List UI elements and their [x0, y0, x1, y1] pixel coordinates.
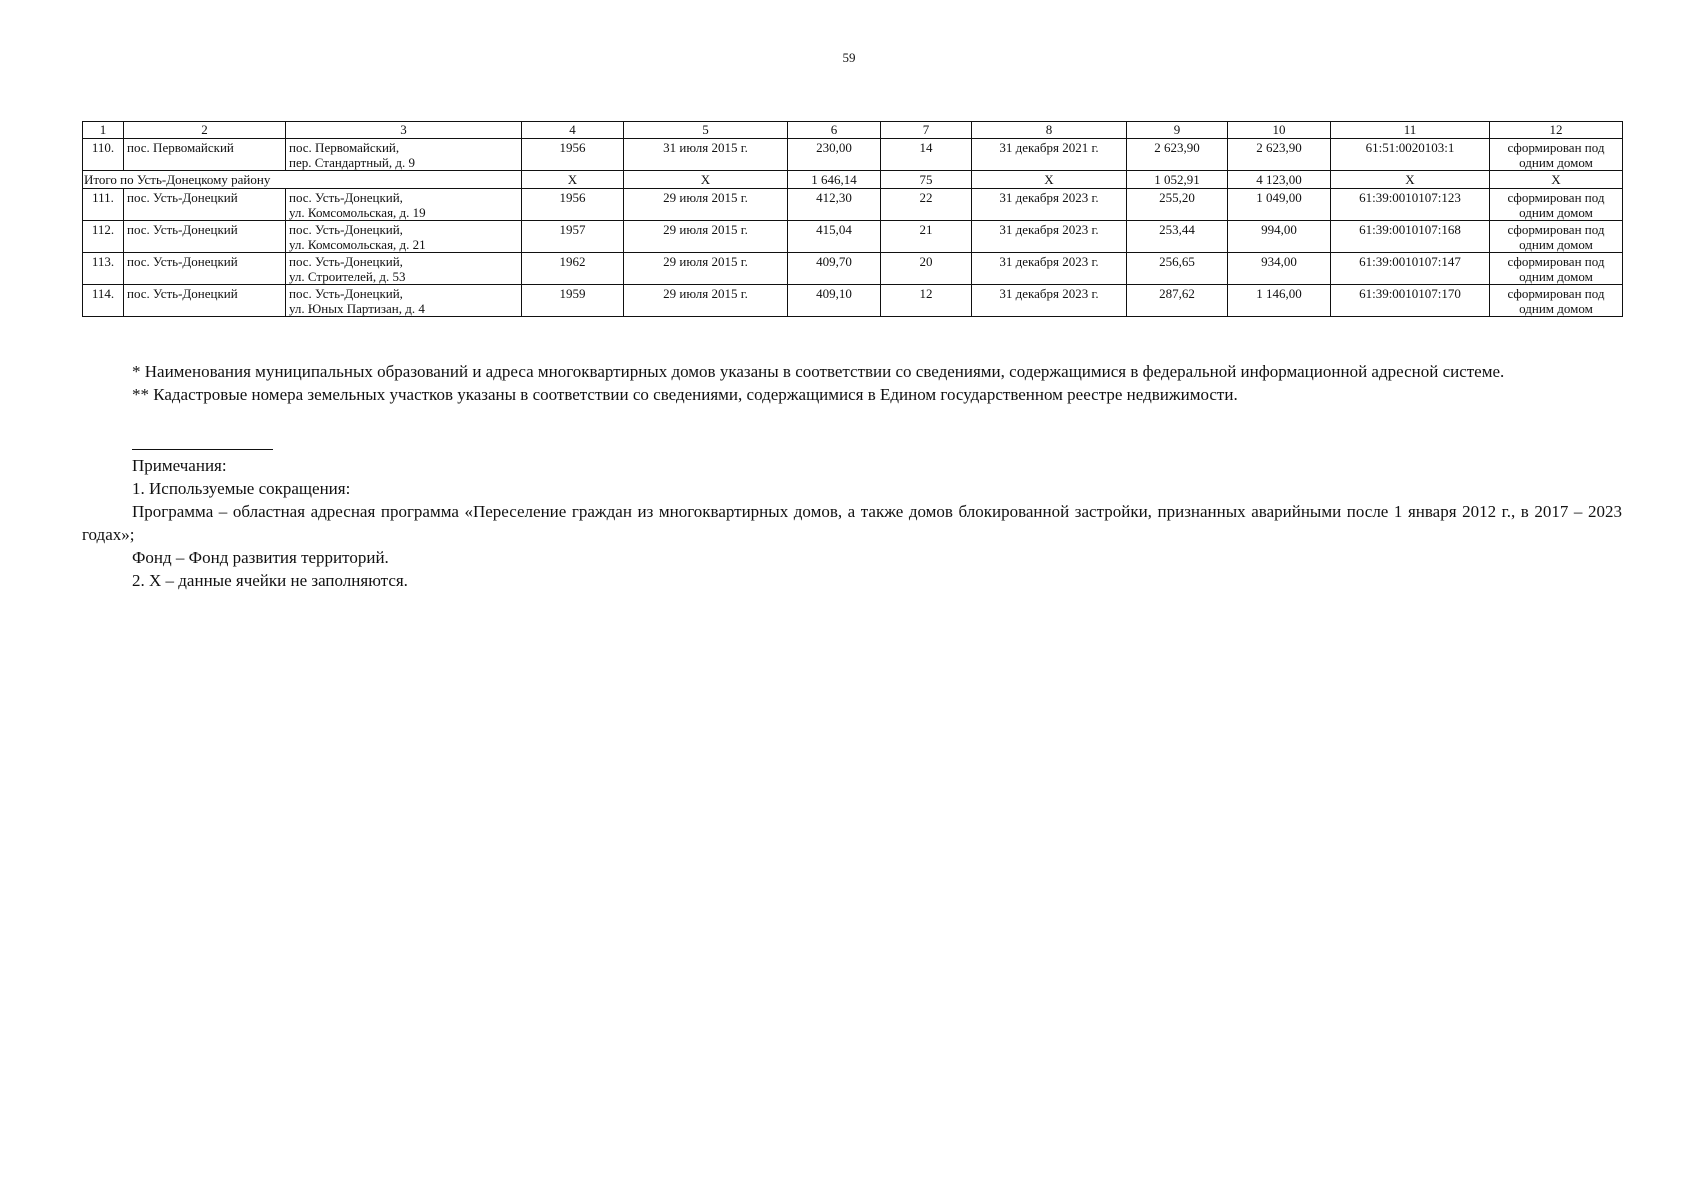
- notes-divider: [132, 449, 273, 450]
- table-row: [83, 139, 1623, 171]
- cadastral-number: 61:39:0010107:170: [1331, 285, 1490, 317]
- land-status: [1490, 285, 1623, 317]
- footnotes: [82, 360, 1622, 406]
- area3: 2 623,90: [1228, 139, 1331, 171]
- notes-heading: Примечания:: [132, 456, 227, 475]
- date-recognized: 29 июля 2015 г.: [624, 285, 788, 317]
- table-row: [83, 221, 1623, 253]
- area: 409,10: [788, 285, 881, 317]
- register-table: [82, 121, 1623, 317]
- area: 415,04: [788, 221, 881, 253]
- column-number: 5: [624, 122, 788, 139]
- address-line1: пос. Усть-Донецкий,: [289, 286, 403, 301]
- residents: 20: [881, 253, 972, 285]
- address-line1: пос. Усть-Донецкий,: [289, 222, 403, 237]
- address: [286, 189, 522, 221]
- row-number: 113.: [83, 253, 124, 285]
- area2: 255,20: [1127, 189, 1228, 221]
- planned-date: 31 декабря 2023 г.: [972, 221, 1127, 253]
- column-number: 12: [1490, 122, 1623, 139]
- settlement: пос. Усть-Донецкий: [124, 253, 286, 285]
- cadastral-number: 61:39:0010107:147: [1331, 253, 1490, 285]
- land-status-line2: одним домом: [1519, 155, 1593, 170]
- land-status-line1: сформирован под: [1507, 140, 1605, 155]
- column-number: 7: [881, 122, 972, 139]
- year: 1956: [522, 139, 624, 171]
- table-body: [83, 122, 1623, 317]
- planned-date: 31 декабря 2023 г.: [972, 253, 1127, 285]
- row-number: 111.: [83, 189, 124, 221]
- total-planned-date: X: [972, 171, 1127, 189]
- column-number: 3: [286, 122, 522, 139]
- residents: 21: [881, 221, 972, 253]
- residents: 22: [881, 189, 972, 221]
- total-residents: 75: [881, 171, 972, 189]
- address: [286, 285, 522, 317]
- area2: 2 623,90: [1127, 139, 1228, 171]
- land-status-line2: одним домом: [1519, 237, 1593, 252]
- planned-date: 31 декабря 2021 г.: [972, 139, 1127, 171]
- area: 230,00: [788, 139, 881, 171]
- area3: 1 049,00: [1228, 189, 1331, 221]
- address-line2: ул. Юных Партизан, д. 4: [289, 301, 425, 316]
- footnote-cadastral-source: ** Кадастровые номера земельных участков указаны в соответствии со сведениями, содержащимися в Едином государственном реестре недвижимости.: [132, 385, 1238, 404]
- date-recognized: 29 июля 2015 г.: [624, 221, 788, 253]
- area3: 934,00: [1228, 253, 1331, 285]
- address-line1: пос. Первомайский,: [289, 140, 400, 155]
- total-year: X: [522, 171, 624, 189]
- land-status: [1490, 189, 1623, 221]
- area: 412,30: [788, 189, 881, 221]
- notes-item-abbreviations: 1. Используемые сокращения:: [132, 479, 351, 498]
- total-area2: 1 052,91: [1127, 171, 1228, 189]
- total-status: X: [1490, 171, 1623, 189]
- total-label: Итого по Усть-Донецкому району: [83, 171, 522, 189]
- year: 1957: [522, 221, 624, 253]
- date-recognized: 29 июля 2015 г.: [624, 189, 788, 221]
- row-number: 112.: [83, 221, 124, 253]
- area3: 1 146,00: [1228, 285, 1331, 317]
- address: [286, 253, 522, 285]
- column-number-row: [83, 122, 1623, 139]
- land-status: [1490, 253, 1623, 285]
- land-status-line2: одним домом: [1519, 269, 1593, 284]
- residents: 12: [881, 285, 972, 317]
- housing-register-table: [82, 121, 1622, 317]
- address: [286, 139, 522, 171]
- address-line1: пос. Усть-Донецкий,: [289, 190, 403, 205]
- total-area3: 4 123,00: [1228, 171, 1331, 189]
- planned-date: 31 декабря 2023 г.: [972, 285, 1127, 317]
- year: 1962: [522, 253, 624, 285]
- address-line2: ул. Комсомольская, д. 21: [289, 237, 426, 252]
- cadastral-number: 61:51:0020103:1: [1331, 139, 1490, 171]
- table-row: [83, 253, 1623, 285]
- notes-fund-definition: Фонд – Фонд развития территорий.: [132, 548, 389, 567]
- notes-program-definition: Программа – областная адресная программа «Переселение граждан из многоквартирных домов, а также домов блокированной застройки, признанных аварийными после 1 января 2012 г., в 2017 – 2023 годах»;: [82, 502, 1622, 544]
- notes: [82, 454, 1622, 592]
- residents: 14: [881, 139, 972, 171]
- column-number: 1: [83, 122, 124, 139]
- land-status: [1490, 221, 1623, 253]
- address-line1: пос. Усть-Донецкий,: [289, 254, 403, 269]
- area2: 256,65: [1127, 253, 1228, 285]
- column-number: 8: [972, 122, 1127, 139]
- land-status-line2: одним домом: [1519, 301, 1593, 316]
- land-status-line1: сформирован под: [1507, 286, 1605, 301]
- land-status-line2: одним домом: [1519, 205, 1593, 220]
- total-cadastral: X: [1331, 171, 1490, 189]
- land-status: [1490, 139, 1623, 171]
- total-date-recognized: X: [624, 171, 788, 189]
- planned-date: 31 декабря 2023 г.: [972, 189, 1127, 221]
- column-number: 2: [124, 122, 286, 139]
- area: 409,70: [788, 253, 881, 285]
- date-recognized: 29 июля 2015 г.: [624, 253, 788, 285]
- column-number: 4: [522, 122, 624, 139]
- year: 1956: [522, 189, 624, 221]
- column-number: 9: [1127, 122, 1228, 139]
- settlement: пос. Первомайский: [124, 139, 286, 171]
- cadastral-number: 61:39:0010107:123: [1331, 189, 1490, 221]
- row-number: 110.: [83, 139, 124, 171]
- date-recognized: 31 июля 2015 г.: [624, 139, 788, 171]
- total-area: 1 646,14: [788, 171, 881, 189]
- area2: 253,44: [1127, 221, 1228, 253]
- table-row: [83, 189, 1623, 221]
- area2: 287,62: [1127, 285, 1228, 317]
- land-status-line1: сформирован под: [1507, 222, 1605, 237]
- notes-item-x-meaning: 2. X – данные ячейки не заполняются.: [132, 571, 408, 590]
- column-number: 6: [788, 122, 881, 139]
- cadastral-number: 61:39:0010107:168: [1331, 221, 1490, 253]
- total-row: [83, 171, 1623, 189]
- settlement: пос. Усть-Донецкий: [124, 221, 286, 253]
- address-line2: пер. Стандартный, д. 9: [289, 155, 415, 170]
- column-number: 10: [1228, 122, 1331, 139]
- address-line2: ул. Строителей, д. 53: [289, 269, 406, 284]
- settlement: пос. Усть-Донецкий: [124, 285, 286, 317]
- column-number: 11: [1331, 122, 1490, 139]
- land-status-line1: сформирован под: [1507, 190, 1605, 205]
- area3: 994,00: [1228, 221, 1331, 253]
- land-status-line1: сформирован под: [1507, 254, 1605, 269]
- address: [286, 221, 522, 253]
- year: 1959: [522, 285, 624, 317]
- address-line2: ул. Комсомольская, д. 19: [289, 205, 426, 220]
- row-number: 114.: [83, 285, 124, 317]
- table-row: [83, 285, 1623, 317]
- settlement: пос. Усть-Донецкий: [124, 189, 286, 221]
- page-number: 59: [842, 50, 856, 65]
- footnote-address-source: * Наименования муниципальных образований и адреса многоквартирных домов указаны в соответствии со сведениями, содержащимися в федеральной информационной адресной системе.: [132, 362, 1505, 381]
